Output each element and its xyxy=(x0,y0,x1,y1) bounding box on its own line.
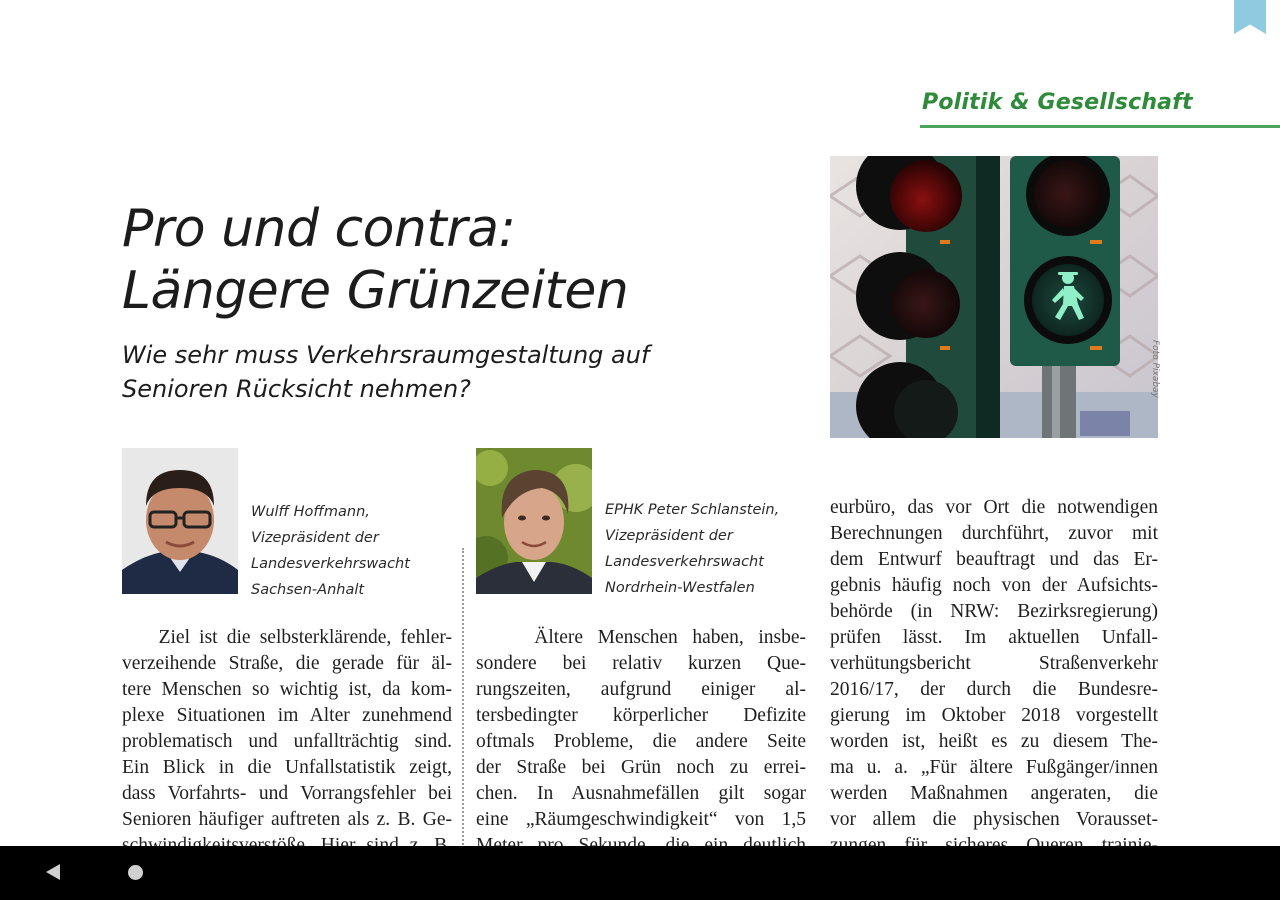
text-line: worden ist, heißt es zu diesem The- xyxy=(830,731,1158,752)
author1-portrait xyxy=(122,448,238,594)
text-line: chen. In Ausnahmefällen gilt sogar xyxy=(476,783,806,804)
subtitle-line: Wie sehr muss Verkehrsraumgestaltung auf xyxy=(122,341,650,369)
text-line: plexe Situationen im Alter zunehmend xyxy=(122,705,452,726)
traffic-light-photo xyxy=(830,156,1158,438)
text-line: der Straße bei Grün noch zu errei- xyxy=(476,757,806,778)
text-line: prüfen lässt. Im aktuellen Unfall- xyxy=(830,627,1158,648)
text-line: Ziel ist die selbsterklärende, fehler- xyxy=(122,627,452,648)
navigation-bar xyxy=(0,846,1280,900)
caption-line: Wulff Hoffmann, xyxy=(251,504,370,520)
text-line: verzeihende Straße, die gerade für äl- xyxy=(122,653,452,674)
text-line: problematisch und unfallträchtig sind. xyxy=(122,731,452,752)
text-line: vor allem die physischen Vorausset- xyxy=(830,809,1158,830)
text-line: rungszeiten, aufgrund einiger al- xyxy=(476,679,806,700)
text-line: behörde (in NRW: Bezirksregierung) xyxy=(830,601,1158,622)
text-line: eine „Räumgeschwindigkeit“ von 1,5 xyxy=(476,809,806,830)
column-continued xyxy=(830,495,1158,859)
caption-line: Sachsen-Anhalt xyxy=(251,582,365,598)
photo-credit: Foto Pixabay xyxy=(1150,340,1160,398)
column-contra xyxy=(476,625,806,859)
text-line: dem Entwurf beauftragt und das Er- xyxy=(830,549,1158,570)
text-line: sondere bei relativ kurzen Que- xyxy=(476,653,806,674)
text-line: tersbedingter körperlicher Defizite xyxy=(476,705,806,726)
caption-line: Landesverkehrswacht xyxy=(605,554,764,570)
section-divider xyxy=(920,125,1280,128)
text-line: oftmals Probleme, die andere Seite xyxy=(476,731,806,752)
caption-line: Landesverkehrswacht xyxy=(251,556,410,572)
section-label: Politik & Gesellschaft xyxy=(922,90,1193,115)
caption-line: Nordrhein-Westfalen xyxy=(605,580,755,596)
author1-caption xyxy=(251,499,410,603)
text-line: verhütungsbericht Straßenverkehr xyxy=(830,653,1158,674)
text-line: tere Menschen so wichtig ist, da kom- xyxy=(122,679,452,700)
text-line: Senioren häufiger auftreten als z. B. Ge- xyxy=(122,809,452,830)
text-line: Ein Blick in die Unfallstatistik zeigt, xyxy=(122,757,452,778)
text-line: dass Vorfahrts- und Vorrangsfehler bei xyxy=(122,783,452,804)
author2-caption xyxy=(605,497,779,601)
caption-line: Vizepräsident der xyxy=(605,528,733,544)
article-title xyxy=(122,198,628,322)
column-divider xyxy=(462,548,464,848)
text-line: ma u. a. „Für ältere Fußgänger/innen xyxy=(830,757,1158,778)
author2-portrait xyxy=(476,448,592,594)
home-icon[interactable] xyxy=(128,865,143,880)
back-icon[interactable] xyxy=(46,864,60,880)
text-line: 2016/17, der durch die Bundesre- xyxy=(830,679,1158,700)
caption-line: Vizepräsident der xyxy=(251,530,379,546)
column-pro xyxy=(122,625,452,859)
bookmark-icon[interactable] xyxy=(1234,0,1266,34)
text-line: gebnis häufig noch von der Aufsichts- xyxy=(830,575,1158,596)
text-line: eurbüro, das vor Ort die notwendigen xyxy=(830,497,1158,518)
text-line: Berechnungen durchführt, zuvor mit xyxy=(830,523,1158,544)
subtitle-line: Senioren Rücksicht nehmen? xyxy=(122,375,471,403)
caption-line: EPHK Peter Schlanstein, xyxy=(605,502,780,518)
text-line: gierung im Oktober 2018 vorgestellt xyxy=(830,705,1158,726)
text-line: Ältere Menschen haben, insbe- xyxy=(476,627,806,648)
title-line: Pro und contra: xyxy=(122,199,516,259)
title-line: Längere Grünzeiten xyxy=(122,261,629,321)
article-subtitle xyxy=(122,338,649,406)
text-line: werden Maßnahmen angeraten, die xyxy=(830,783,1158,804)
